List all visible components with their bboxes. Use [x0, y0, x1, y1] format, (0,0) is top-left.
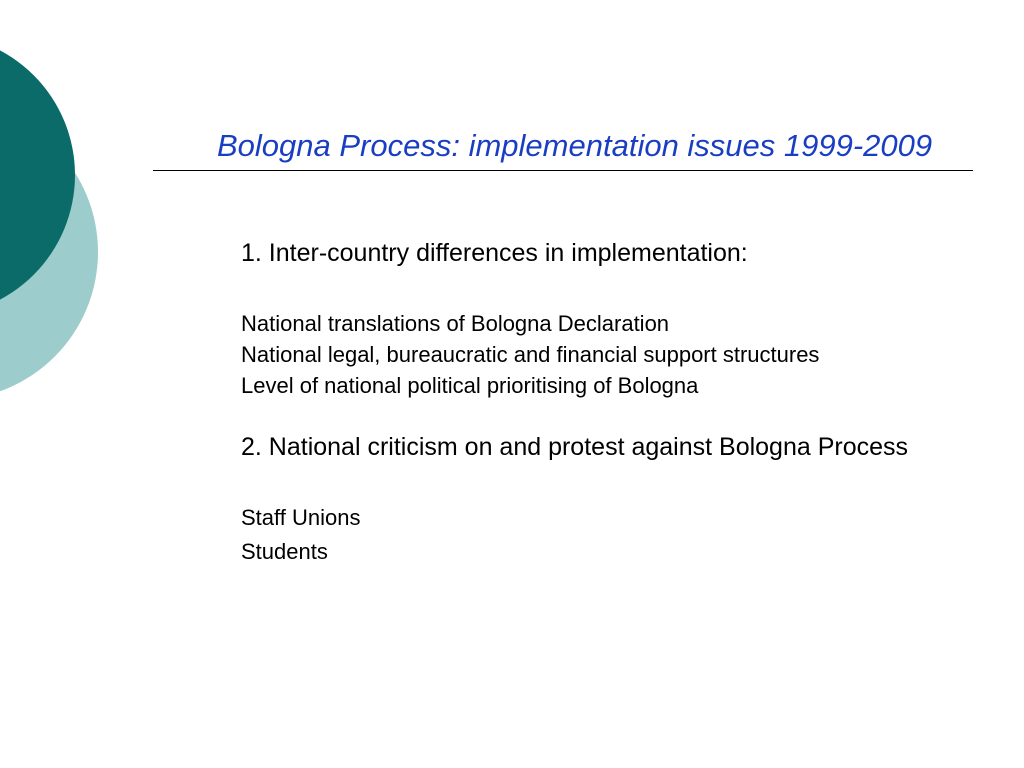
list-item: Staff Unions	[241, 505, 361, 530]
criticism-list	[241, 501, 360, 569]
list-item: National translations of Bologna Declaration	[241, 311, 670, 336]
decorative-circles	[0, 0, 110, 420]
list-item: Level of national political prioritising of Bologna	[241, 373, 699, 398]
differences-list	[241, 308, 819, 401]
title-divider	[153, 170, 973, 171]
list-item: Students	[241, 539, 328, 564]
section-heading-differences: 1. Inter-country differences in implementation:	[241, 239, 748, 267]
list-item: National legal, bureaucratic and financial support structures	[241, 342, 820, 367]
slide-title: Bologna Process: implementation issues 1999-2009	[217, 128, 933, 163]
section-heading-criticism: 2. National criticism on and protest against Bologna Process	[241, 433, 909, 461]
